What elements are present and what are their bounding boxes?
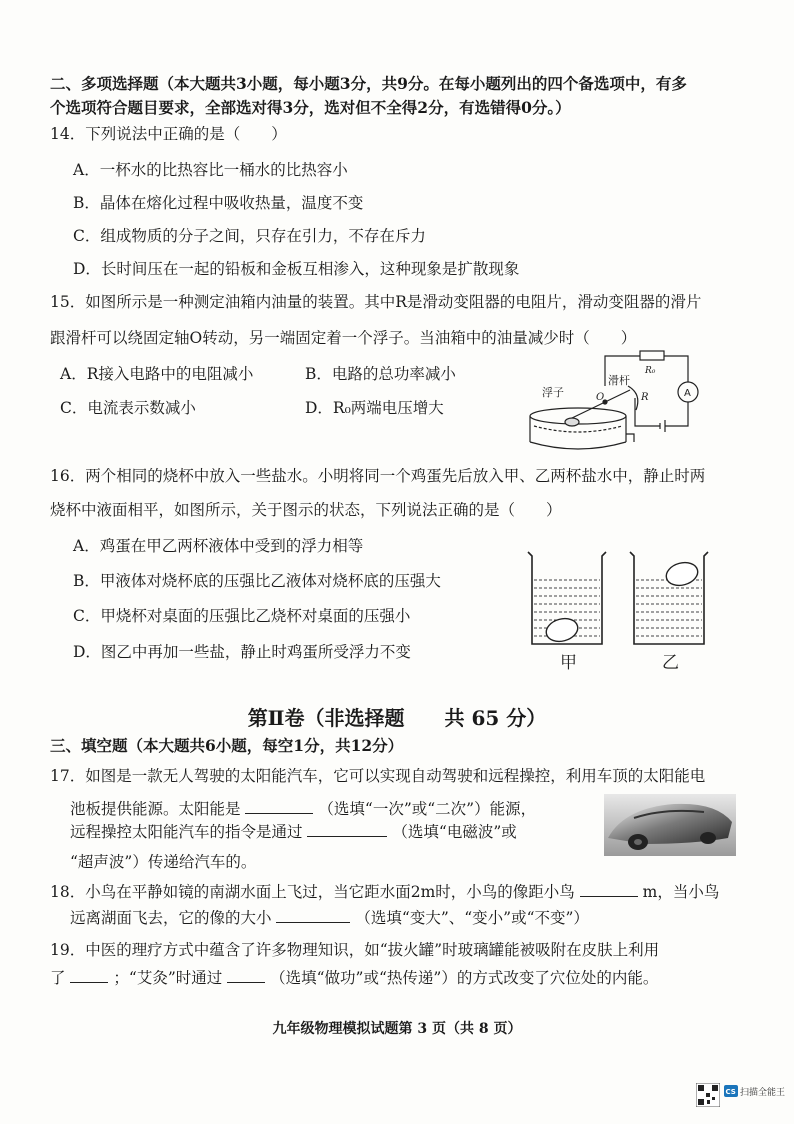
beaker-label-jia: 甲	[560, 653, 577, 673]
label-float: 浮子	[542, 386, 564, 399]
watermark-text: 扫描全能王	[740, 1088, 786, 1098]
q15-option-d: D．R₀两端电压增大	[305, 399, 444, 417]
q14-option-d: D．长时间压在一起的铅板和金板互相渗入，这种现象是扩散现象	[73, 260, 520, 278]
section-two-heading: 二、多项选择题（本大题共3小题，每小题3分，共9分。在每小题列出的四个备选项中，有多	[50, 74, 687, 93]
q14-option-a: A．一杯水的比热容比一桶水的比热容小	[73, 161, 348, 179]
label-resistor: R	[641, 392, 649, 403]
svg-text:CS: CS	[725, 1088, 736, 1096]
part-two-title: 第Ⅱ卷（非选择题 共 65 分）	[247, 706, 547, 730]
q19-line2	[50, 968, 658, 988]
qr-code-icon	[696, 1083, 720, 1107]
label-ammeter: A	[684, 388, 691, 399]
q15-option-b: B．电路的总功率减小	[305, 365, 456, 383]
q16-stem-line2: 烧杯中液面相平，如图所示，关于图示的状态，下列说法正确的是（ ）	[50, 501, 562, 519]
q19-line1: 19．中医的理疗方式中蕴含了许多物理知识，如“拔火罐”时玻璃罐能被吸附在皮肤上利用	[50, 941, 660, 959]
q17-line2	[70, 799, 536, 819]
q14-stem: 14．下列说法中正确的是（ ）	[50, 125, 287, 143]
section-three-heading: 三、填空题（本大题共6小题，每空1分，共12分）	[50, 736, 404, 755]
label-pivot: O	[596, 392, 605, 403]
q17-line1: 17．如图是一款无人驾驶的太阳能汽车，它可以实现自动驾驶和远程操控，利用车顶的太阳能电	[50, 767, 706, 785]
q17-line3	[70, 822, 517, 842]
q17-blank-1[interactable]	[245, 799, 313, 814]
q15-option-c: C．电流表示数减小	[60, 399, 196, 417]
label-r0: R₀	[645, 366, 656, 376]
q17-line2-b: （选填“一次”或“二次”）能源，	[318, 800, 537, 818]
q16-option-c: C．甲烧杯对桌面的压强比乙烧杯对桌面的压强小	[73, 607, 411, 625]
page-footer: 九年级物理模拟试题第 3 页（共 8 页）	[272, 1021, 522, 1037]
q14-option-c: C．组成物质的分子之间，只存在引力，不存在斥力	[73, 227, 426, 245]
q19-line2-a: 了	[50, 969, 66, 987]
q18-line2-a: 远离湖面飞去，它的像的大小	[70, 909, 272, 927]
label-rod: 滑杆	[608, 374, 630, 387]
section-two-heading-cont: 个选项符合题目要求，全部选对得3分，选对但不全得2分，有选错得0分。）	[50, 98, 571, 117]
solar-car-photo	[604, 794, 736, 856]
egg-in-beaker-yi	[664, 559, 701, 589]
q18-line1	[50, 882, 719, 902]
q16-stem-line1: 16．两个相同的烧杯中放入一些盐水。小明将同一个鸡蛋先后放入甲、乙两杯盐水中，静止时两	[50, 467, 706, 485]
q17-line3-a: 远程操控太阳能汽车的指令是通过	[70, 823, 303, 841]
q17-line3-b: （选填“电磁波”或	[392, 823, 517, 841]
q16-option-b: B．甲液体对烧杯底的压强比乙液体对烧杯底的压强大	[73, 572, 441, 590]
beakers-with-eggs-figure	[522, 544, 718, 678]
oil-gauge-circuit-figure	[520, 346, 710, 456]
q18-blank-1[interactable]	[580, 882, 638, 897]
q16-option-a: A．鸡蛋在甲乙两杯液体中受到的浮力相等	[73, 537, 364, 555]
q18-blank-2[interactable]	[276, 908, 350, 923]
q18-line2	[70, 908, 589, 928]
q15-stem-line2: 跟滑杆可以绕固定轴O转动，另一端固定着一个浮子。当油箱中的油量减少时（ ）	[50, 329, 637, 347]
cs-logo-icon	[724, 1085, 738, 1097]
q17-blank-2[interactable]	[307, 822, 387, 837]
q16-option-d: D．图乙中再加一些盐，静止时鸡蛋所受浮力不变	[73, 643, 411, 661]
q19-line2-c: （选填“做功”或“热传递”）的方式改变了穴位处的内能。	[270, 969, 659, 987]
q14-option-b: B．晶体在熔化过程中吸收热量，温度不变	[73, 194, 364, 212]
q15-option-a: A．R接入电路中的电阻减小	[60, 365, 254, 383]
q18-line1-b: m，当小鸟	[642, 883, 720, 901]
q17-line2-a: 池板提供能源。太阳能是	[70, 800, 241, 818]
q19-blank-1[interactable]	[70, 968, 108, 983]
q17-line4: “超声波”）传递给汽车的。	[70, 853, 257, 871]
q18-line1-a: 18．小鸟在平静如镜的南湖水面上飞过，当它距水面2m时，小鸟的像距小鸟	[50, 883, 575, 901]
q19-line2-b: ；“艾灸”时通过	[113, 969, 223, 987]
q18-line2-b: （选填“变大”、“变小”或“不变”）	[355, 909, 589, 927]
q19-blank-2[interactable]	[227, 968, 265, 983]
q15-stem-line1: 15．如图所示是一种测定油箱内油量的装置。其中R是滑动变阻器的电阻片，滑动变阻器的滑片	[50, 293, 702, 311]
beaker-label-yi: 乙	[662, 653, 679, 673]
